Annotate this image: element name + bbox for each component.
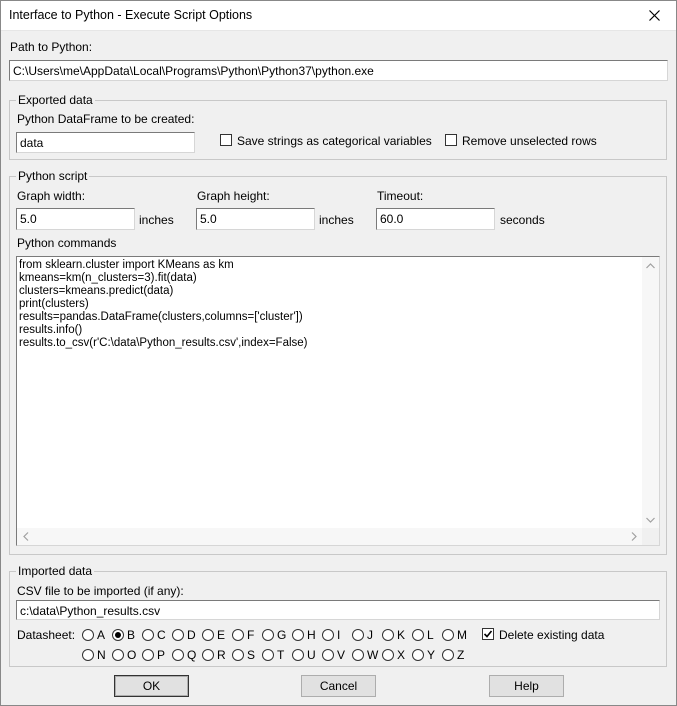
datasheet-radio-h[interactable] bbox=[292, 629, 304, 641]
python-commands-label: Python commands bbox=[17, 236, 117, 250]
datasheet-radio-u[interactable] bbox=[292, 649, 304, 661]
checkmark-icon bbox=[483, 629, 493, 639]
datasheet-label-n: N bbox=[97, 648, 106, 662]
graph-width-input[interactable]: 5.0 bbox=[16, 208, 135, 230]
datasheet-label-d: D bbox=[187, 628, 196, 642]
datasheet-radio-f[interactable] bbox=[232, 629, 244, 641]
datasheet-label-e: E bbox=[217, 628, 226, 642]
datasheet-label-r: R bbox=[217, 648, 226, 662]
datasheet-radio-m[interactable] bbox=[442, 629, 454, 641]
chevron-up-icon bbox=[646, 263, 655, 269]
datasheet-label: Datasheet: bbox=[17, 628, 76, 642]
datasheet-label-c: C bbox=[157, 628, 166, 642]
datasheet-radio-b[interactable] bbox=[112, 629, 124, 641]
dataframe-label: Python DataFrame to be created: bbox=[17, 112, 195, 126]
datasheet-label-z: Z bbox=[457, 648, 465, 662]
path-input[interactable]: C:\Users\me\AppData\Local\Programs\Python\Python37\python.exe bbox=[9, 60, 668, 81]
scroll-up-button[interactable] bbox=[642, 257, 659, 274]
datasheet-radio-t[interactable] bbox=[262, 649, 274, 661]
scroll-down-button[interactable] bbox=[642, 511, 659, 528]
datasheet-label-a: A bbox=[97, 628, 106, 642]
datasheet-radio-v[interactable] bbox=[322, 649, 334, 661]
datasheet-radio-r[interactable] bbox=[202, 649, 214, 661]
datasheet-radio-n[interactable] bbox=[82, 649, 94, 661]
timeout-unit: seconds bbox=[500, 213, 545, 227]
horizontal-scrollbar[interactable] bbox=[17, 528, 642, 545]
radio-dot bbox=[115, 632, 121, 638]
datasheet-label-o: O bbox=[127, 648, 137, 662]
datasheet-label-b: B bbox=[127, 628, 136, 642]
ok-button[interactable]: OK bbox=[114, 675, 189, 697]
scroll-right-button[interactable] bbox=[625, 528, 642, 545]
graph-height-input[interactable]: 5.0 bbox=[196, 208, 315, 230]
datasheet-label-x: X bbox=[397, 648, 406, 662]
datasheet-radio-d[interactable] bbox=[172, 629, 184, 641]
datasheet-label-v: V bbox=[337, 648, 346, 662]
datasheet-radio-c[interactable] bbox=[142, 629, 154, 641]
timeout-label: Timeout: bbox=[377, 189, 424, 203]
scroll-left-button[interactable] bbox=[17, 528, 34, 545]
graph-width-label: Graph width: bbox=[17, 189, 86, 203]
python-script-legend: Python script bbox=[18, 169, 88, 183]
datasheet-label-l: L bbox=[427, 628, 434, 642]
datasheet-label-m: M bbox=[457, 628, 467, 642]
vertical-scrollbar[interactable] bbox=[642, 257, 659, 528]
graph-height-unit: inches bbox=[319, 213, 354, 227]
python-commands-editor[interactable] bbox=[16, 256, 660, 546]
datasheet-label-p: P bbox=[157, 648, 166, 662]
datasheet-radio-x[interactable] bbox=[382, 649, 394, 661]
remove-unselected-checkbox[interactable] bbox=[445, 134, 457, 146]
save-strings-checkbox[interactable] bbox=[220, 134, 232, 146]
chevron-right-icon bbox=[631, 532, 637, 541]
datasheet-radio-l[interactable] bbox=[412, 629, 424, 641]
scrollbar-corner bbox=[642, 528, 659, 545]
datasheet-label-i: I bbox=[337, 628, 341, 642]
datasheet-label-h: H bbox=[307, 628, 316, 642]
dataframe-input[interactable]: data bbox=[16, 132, 195, 153]
datasheet-label-g: G bbox=[277, 628, 287, 642]
datasheet-label-s: S bbox=[247, 648, 256, 662]
datasheet-radio-s[interactable] bbox=[232, 649, 244, 661]
csv-file-input[interactable]: c:\data\Python_results.csv bbox=[16, 600, 660, 620]
title-bar bbox=[0, 0, 677, 31]
cancel-button[interactable]: Cancel bbox=[301, 675, 376, 697]
datasheet-label-q: Q bbox=[187, 648, 197, 662]
datasheet-radio-o[interactable] bbox=[112, 649, 124, 661]
chevron-down-icon bbox=[646, 517, 655, 523]
datasheet-radio-w[interactable] bbox=[352, 649, 364, 661]
datasheet-label-j: J bbox=[367, 628, 373, 642]
delete-existing-checkbox[interactable] bbox=[482, 628, 494, 640]
datasheet-label-k: K bbox=[397, 628, 406, 642]
datasheet-radio-a[interactable] bbox=[82, 629, 94, 641]
datasheet-label-y: Y bbox=[427, 648, 436, 662]
datasheet-radio-y[interactable] bbox=[412, 649, 424, 661]
datasheet-radio-k[interactable] bbox=[382, 629, 394, 641]
datasheet-radio-j[interactable] bbox=[352, 629, 364, 641]
datasheet-radio-z[interactable] bbox=[442, 649, 454, 661]
datasheet-radio-i[interactable] bbox=[322, 629, 334, 641]
close-button[interactable] bbox=[631, 0, 677, 31]
window-title: Interface to Python - Execute Script Options bbox=[9, 8, 253, 22]
datasheet-label-f: F bbox=[247, 628, 255, 642]
datasheet-radio-p[interactable] bbox=[142, 649, 154, 661]
datasheet-label-w: W bbox=[367, 648, 379, 662]
imported-data-legend: Imported data bbox=[18, 564, 93, 578]
graph-width-unit: inches bbox=[139, 213, 174, 227]
delete-existing-label: Delete existing data bbox=[499, 628, 605, 642]
datasheet-radio-e[interactable] bbox=[202, 629, 214, 641]
datasheet-label-t: T bbox=[277, 648, 285, 662]
save-strings-label: Save strings as categorical variables bbox=[237, 134, 432, 148]
exported-data-legend: Exported data bbox=[18, 93, 93, 107]
close-icon bbox=[649, 10, 660, 21]
datasheet-label-u: U bbox=[307, 648, 316, 662]
chevron-left-icon bbox=[23, 532, 29, 541]
graph-height-label: Graph height: bbox=[197, 189, 270, 203]
help-button[interactable]: Help bbox=[489, 675, 564, 697]
remove-unselected-label: Remove unselected rows bbox=[462, 134, 597, 148]
datasheet-radio-g[interactable] bbox=[262, 629, 274, 641]
csv-file-label: CSV file to be imported (if any): bbox=[17, 584, 184, 598]
path-label: Path to Python: bbox=[10, 40, 93, 54]
timeout-input[interactable]: 60.0 bbox=[376, 208, 495, 230]
datasheet-radio-q[interactable] bbox=[172, 649, 184, 661]
python-commands-text[interactable]: from sklearn.cluster import KMeans as km kmeans=km(n_clusters=3).fit(data) clusters=kmeans.predict(data) print(clusters) results=pandas.DataFrame(clusters,columns=['cluster']) results.info() results.to_csv(r'C:\data\Python_results.csv',index=False) bbox=[19, 259, 308, 349]
